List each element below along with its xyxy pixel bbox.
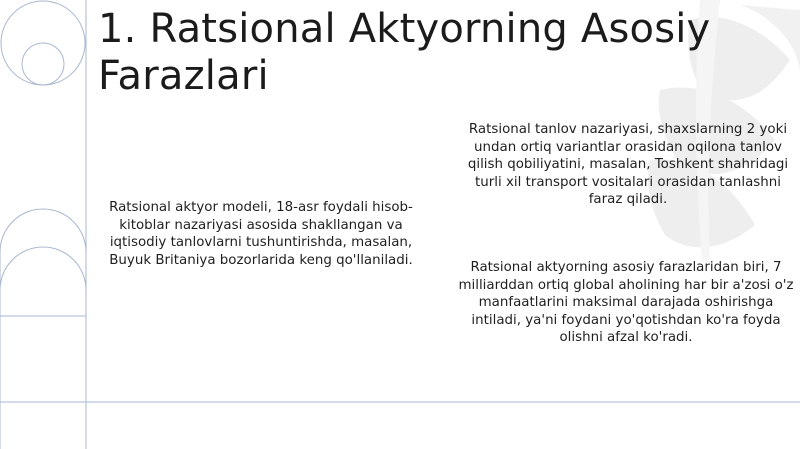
paragraph-rational-actor-model: Ratsional aktyor modeli, 18-asr foydali hisob-kitoblar nazariyasi asosida shakllangan va iqtisodiy tanlovlarni tushuntirishda, masalan, Buyuk Britaniya bozorlarida keng qo'llaniladi. <box>109 200 413 268</box>
slide-title: 1. Ratsional Aktyorning Asosiy Farazlari <box>98 6 711 99</box>
paragraph-main-assumption: Ratsional aktyorning asosiy farazlaridan biri, 7 milliarddan ortiq global aholining har bir a'zosi o'z manfaatlarini maksimal darajada oshirishga intiladi, ya'ni foydani yo'qotishdan ko'ra foyda olishni afzal ko'radi. <box>458 260 794 345</box>
paragraph-rational-choice-theory: Ratsional tanlov nazariyasi, shaxslarning 2 yoki undan ortiq variantlar orasidan oqilona tanlov qilish qobiliyatini, masalan, Toshkent shahridagi turli xil transport vositalari orasidan tanlashni faraz qiladi. <box>467 122 789 207</box>
